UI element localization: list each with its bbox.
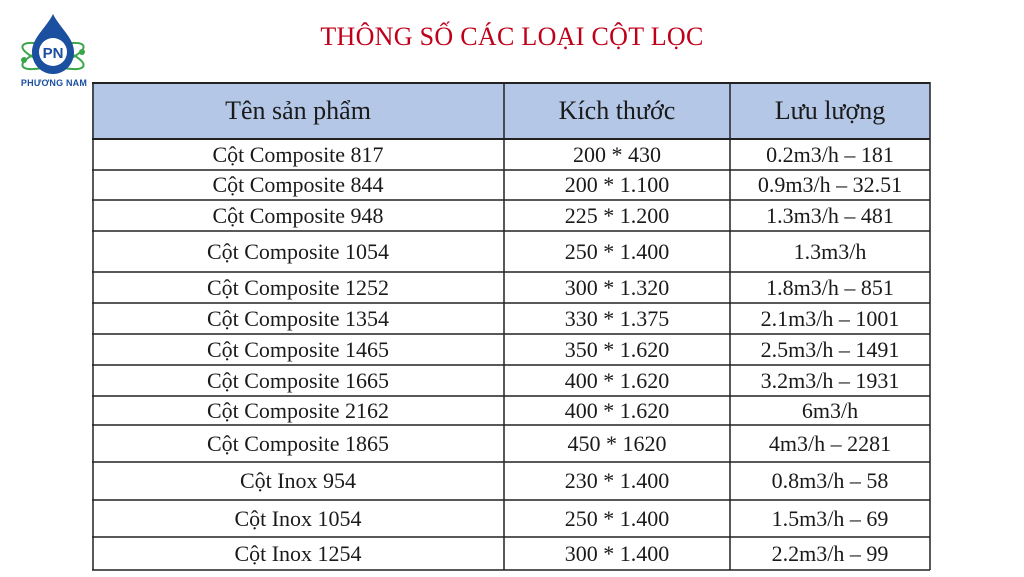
table-cell: 400 * 1.620 xyxy=(564,367,670,393)
table-cell: 300 * 1.400 xyxy=(564,540,670,566)
table-cell: 2.2m3/h – 99 xyxy=(771,540,889,566)
logo-text: PN xyxy=(42,45,64,62)
table-cell: 0.8m3/h – 58 xyxy=(771,468,889,493)
table-cell: Cột Composite 1252 xyxy=(206,274,390,300)
table-cell: 0.9m3/h – 32.51 xyxy=(757,172,903,197)
table-cell: 1.3m3/h xyxy=(793,238,867,264)
table-cell: 2.5m3/h – 1491 xyxy=(760,336,900,362)
table-cell: Cột Inox 1254 xyxy=(234,540,362,566)
table-cell: Cột Composite 948 xyxy=(212,202,384,228)
table-cell: Cột Composite 1354 xyxy=(206,305,390,331)
table-cell: 1.3m3/h – 481 xyxy=(766,202,894,228)
table-cell: 250 * 1.400 xyxy=(564,238,670,264)
table-cell: 200 * 430 xyxy=(573,141,661,167)
table-cell: 300 * 1.320 xyxy=(564,274,670,300)
table-cell: Cột Composite 1665 xyxy=(206,367,390,393)
table-cell: 2.1m3/h – 1001 xyxy=(760,305,900,331)
table-header-cell: Kích thước xyxy=(558,95,676,125)
specs-table xyxy=(92,82,932,572)
table-cell: 0.2m3/h – 181 xyxy=(766,141,894,167)
table-cell: Cột Composite 1465 xyxy=(206,336,390,362)
table-cell: Cột Composite 1054 xyxy=(206,238,390,264)
logo-caption: PHƯƠNG NAM xyxy=(20,78,88,88)
table-cell: Cột Composite 817 xyxy=(212,141,384,167)
table-cell: 225 * 1.200 xyxy=(564,202,670,228)
table-cell: Cột Inox 954 xyxy=(239,468,357,493)
table-cell: 3.2m3/h – 1931 xyxy=(760,367,900,393)
table-cell: Cột Inox 1054 xyxy=(234,505,362,531)
table-header-cell: Tên sản phẩm xyxy=(225,95,371,125)
table-cell: 1.8m3/h – 851 xyxy=(766,274,894,300)
table-cell: 4m3/h – 2281 xyxy=(768,430,892,456)
table-cell: 400 * 1.620 xyxy=(564,397,670,423)
table-cell: 250 * 1.400 xyxy=(564,505,670,531)
table-cell: Cột Composite 1865 xyxy=(206,430,390,456)
table-cell: 230 * 1.400 xyxy=(564,468,670,493)
page-title: THÔNG SỐ CÁC LOẠI CỘT LỌC xyxy=(320,22,704,51)
table-cell: Cột Composite 844 xyxy=(212,172,384,197)
table-cell: 450 * 1620 xyxy=(567,430,667,456)
table-cell: 200 * 1.100 xyxy=(564,172,670,197)
table-cell: Cột Composite 2162 xyxy=(206,397,390,423)
table-cell: 330 * 1.375 xyxy=(564,305,670,331)
table-header-cell: Lưu lượng xyxy=(774,95,886,125)
table-cell: 1.5m3/h – 69 xyxy=(771,505,889,531)
table-cell: 6m3/h xyxy=(801,397,859,423)
table-cell: 350 * 1.620 xyxy=(564,336,670,362)
